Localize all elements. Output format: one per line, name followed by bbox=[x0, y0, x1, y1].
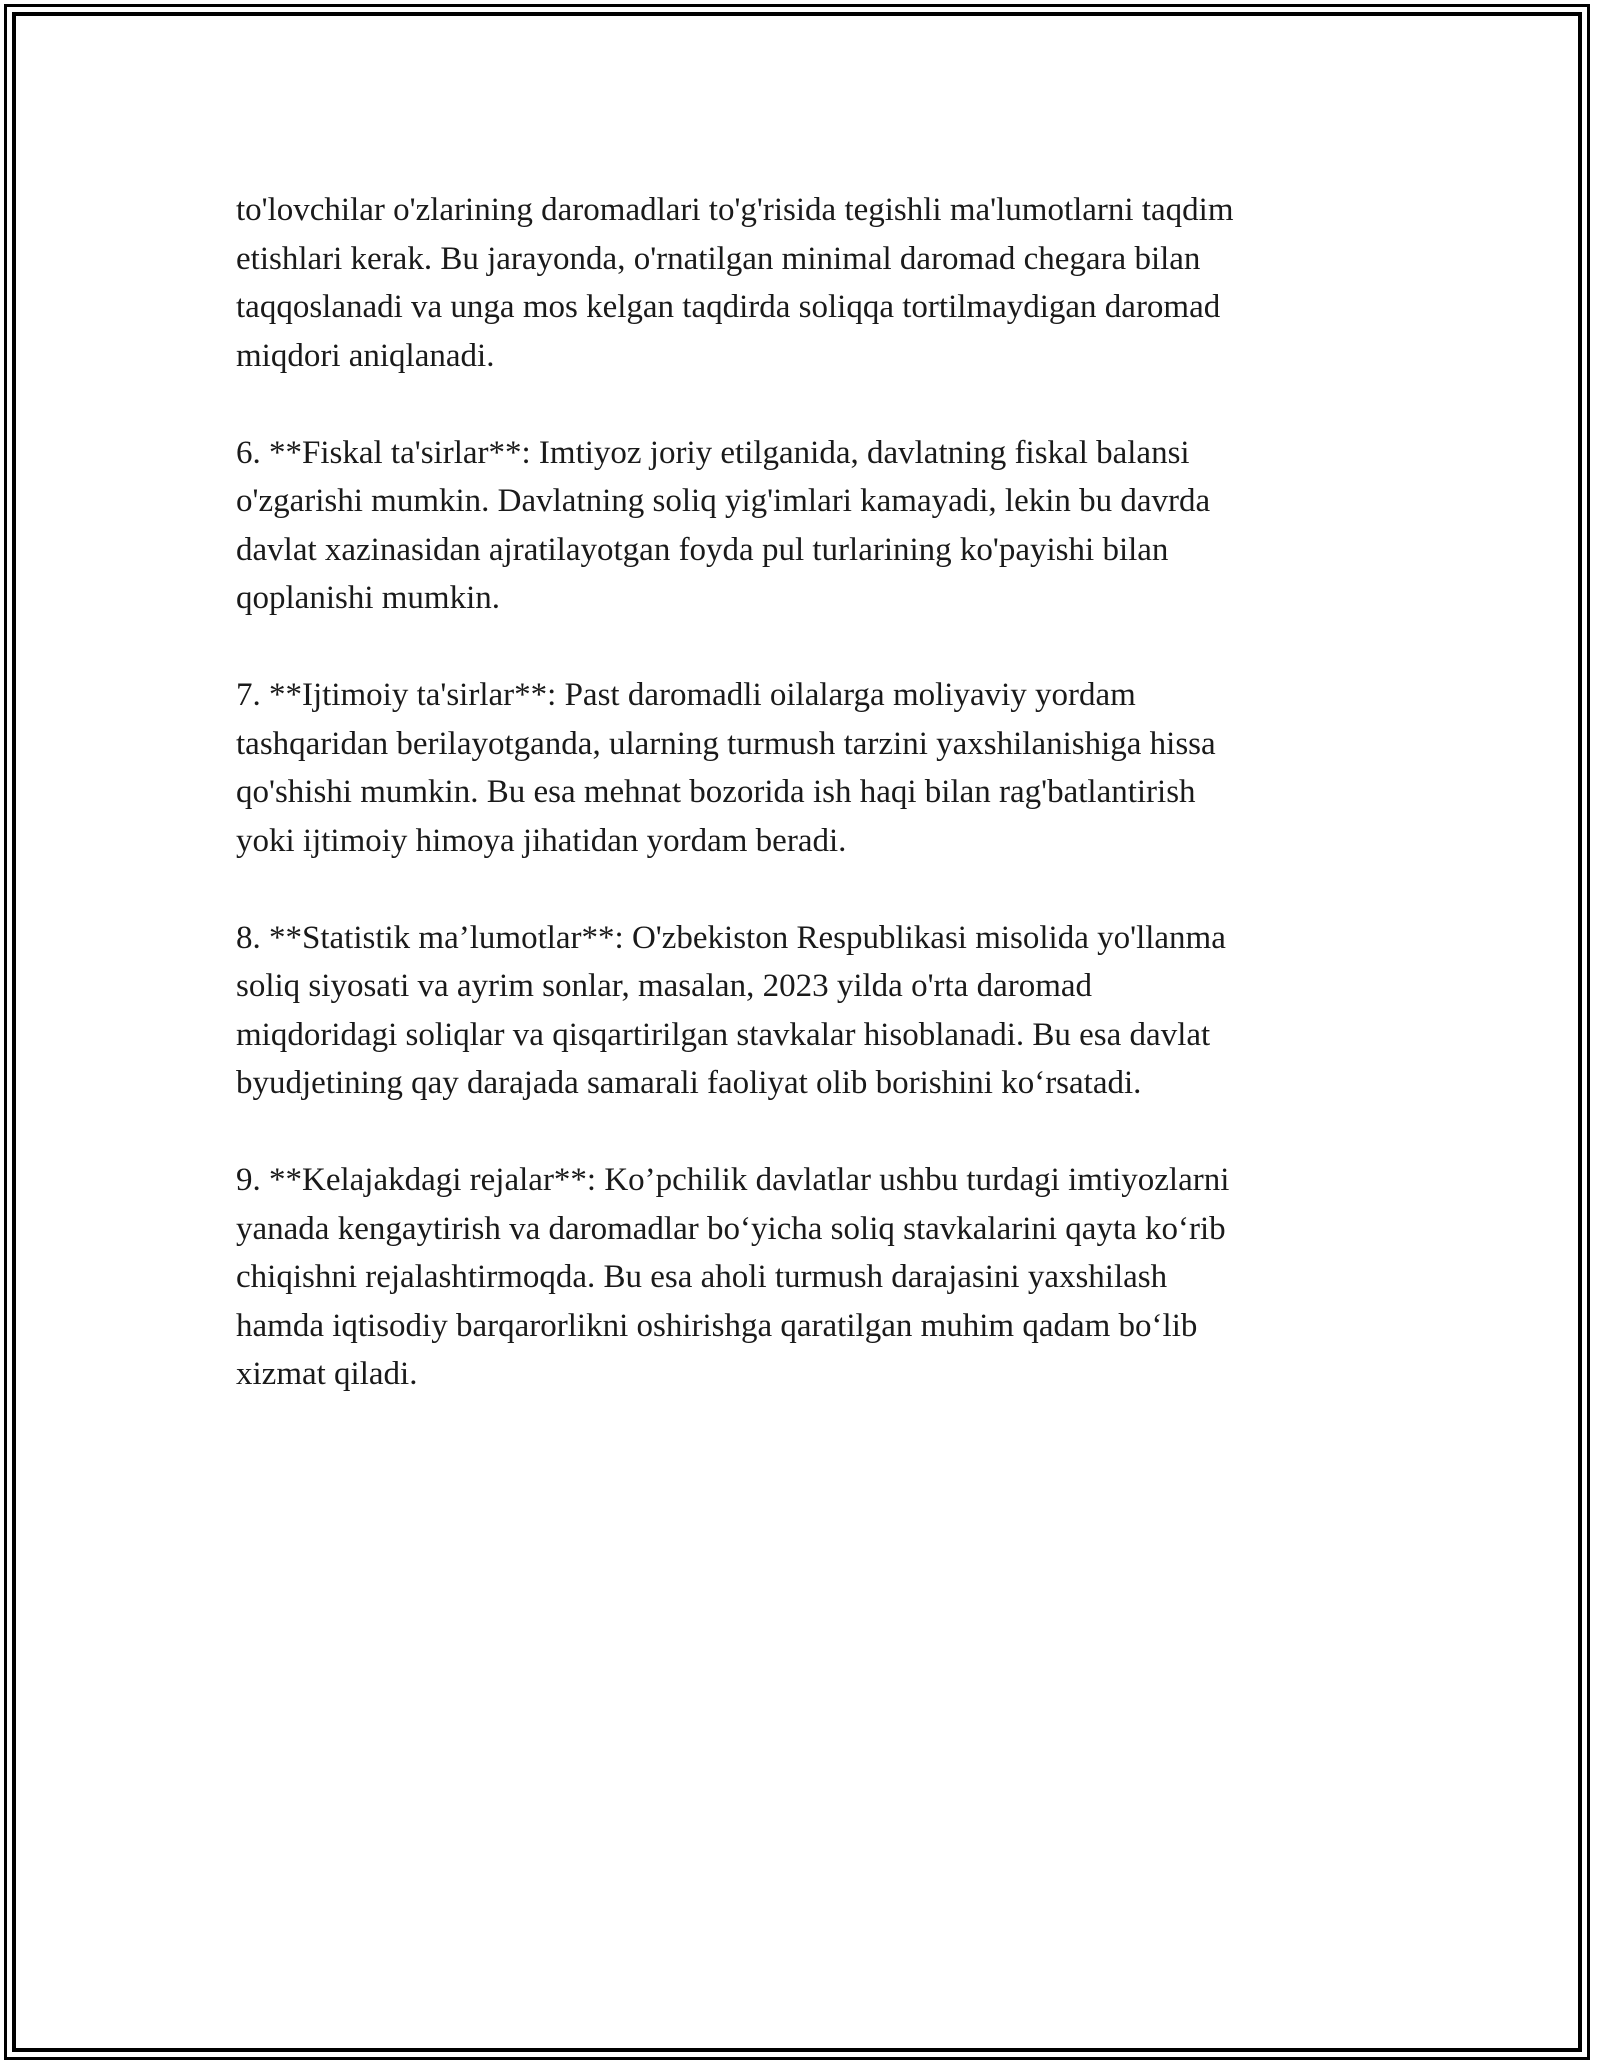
paragraph-statistik-malumotlar: 8. **Statistik ma’lumotlar**: O'zbekiston Respublikasi misolida yo'llanma soliq siyosati va ayrim sonlar, masalan, 2023 yilda o'rta daromad miqdoridagi soliqlar va qisqartirilgan stavkalar hisoblanadi. Bu esa davlat byudjetining qay darajada samarali faoliyat olib borishini ko‘rsatadi. bbox=[236, 919, 1226, 1101]
document-body bbox=[236, 186, 1366, 1447]
paragraph-fiskal-tasirlar: 6. **Fiskal ta'sirlar**: Imtiyoz joriy etilganida, davlatning fiskal balansi o'zgarishi mumkin. Davlatning soliq yig'imlari kamayadi, lekin bu davrda davlat xazinasidan ajratilayotgan foyda pul turlarining ko'payishi bilan qoplanishi mumkin. bbox=[236, 434, 1211, 616]
paragraph-kelajakdagi-rejalar: 9. **Kelajakdagi rejalar**: Ko’pchilik davlatlar ushbu turdagi imtiyozlarni yanada kengaytirish va daromadlar bo‘yicha soliq stavkalarini qayta ko‘rib chiqishni rejalashtirmoqda. Bu esa aholi turmush darajasini yaxshilash hamda iqtisodiy barqarorlikni oshirishga qaratilgan muhim qadam bo‘lib xizmat qiladi. bbox=[236, 1162, 1230, 1392]
paragraph-ijtimoiy-tasirlar: 7. **Ijtimoiy ta'sirlar**: Past daromadli oilalarga moliyaviy yordam tashqaridan berilayotganda, ularning turmush tarzini yaxshilanishiga hissa qo'shishi mumkin. Bu esa mehnat bozorida ish haqi bilan rag'batlantirish yoki ijtimoiy himoya jihatidan yordam beradi. bbox=[236, 677, 1216, 859]
paragraph-continuation: to'lovchilar o'zlarining daromadlari to'g'risida tegishli ma'lumotlarni taqdim etishlari kerak. Bu jarayonda, o'rnatilgan minimal daromad chegara bilan taqqoslanadi va unga mos kelgan taqdirda soliqqa tortilmaydigan daromad miqdori aniqlanadi. bbox=[236, 192, 1234, 374]
